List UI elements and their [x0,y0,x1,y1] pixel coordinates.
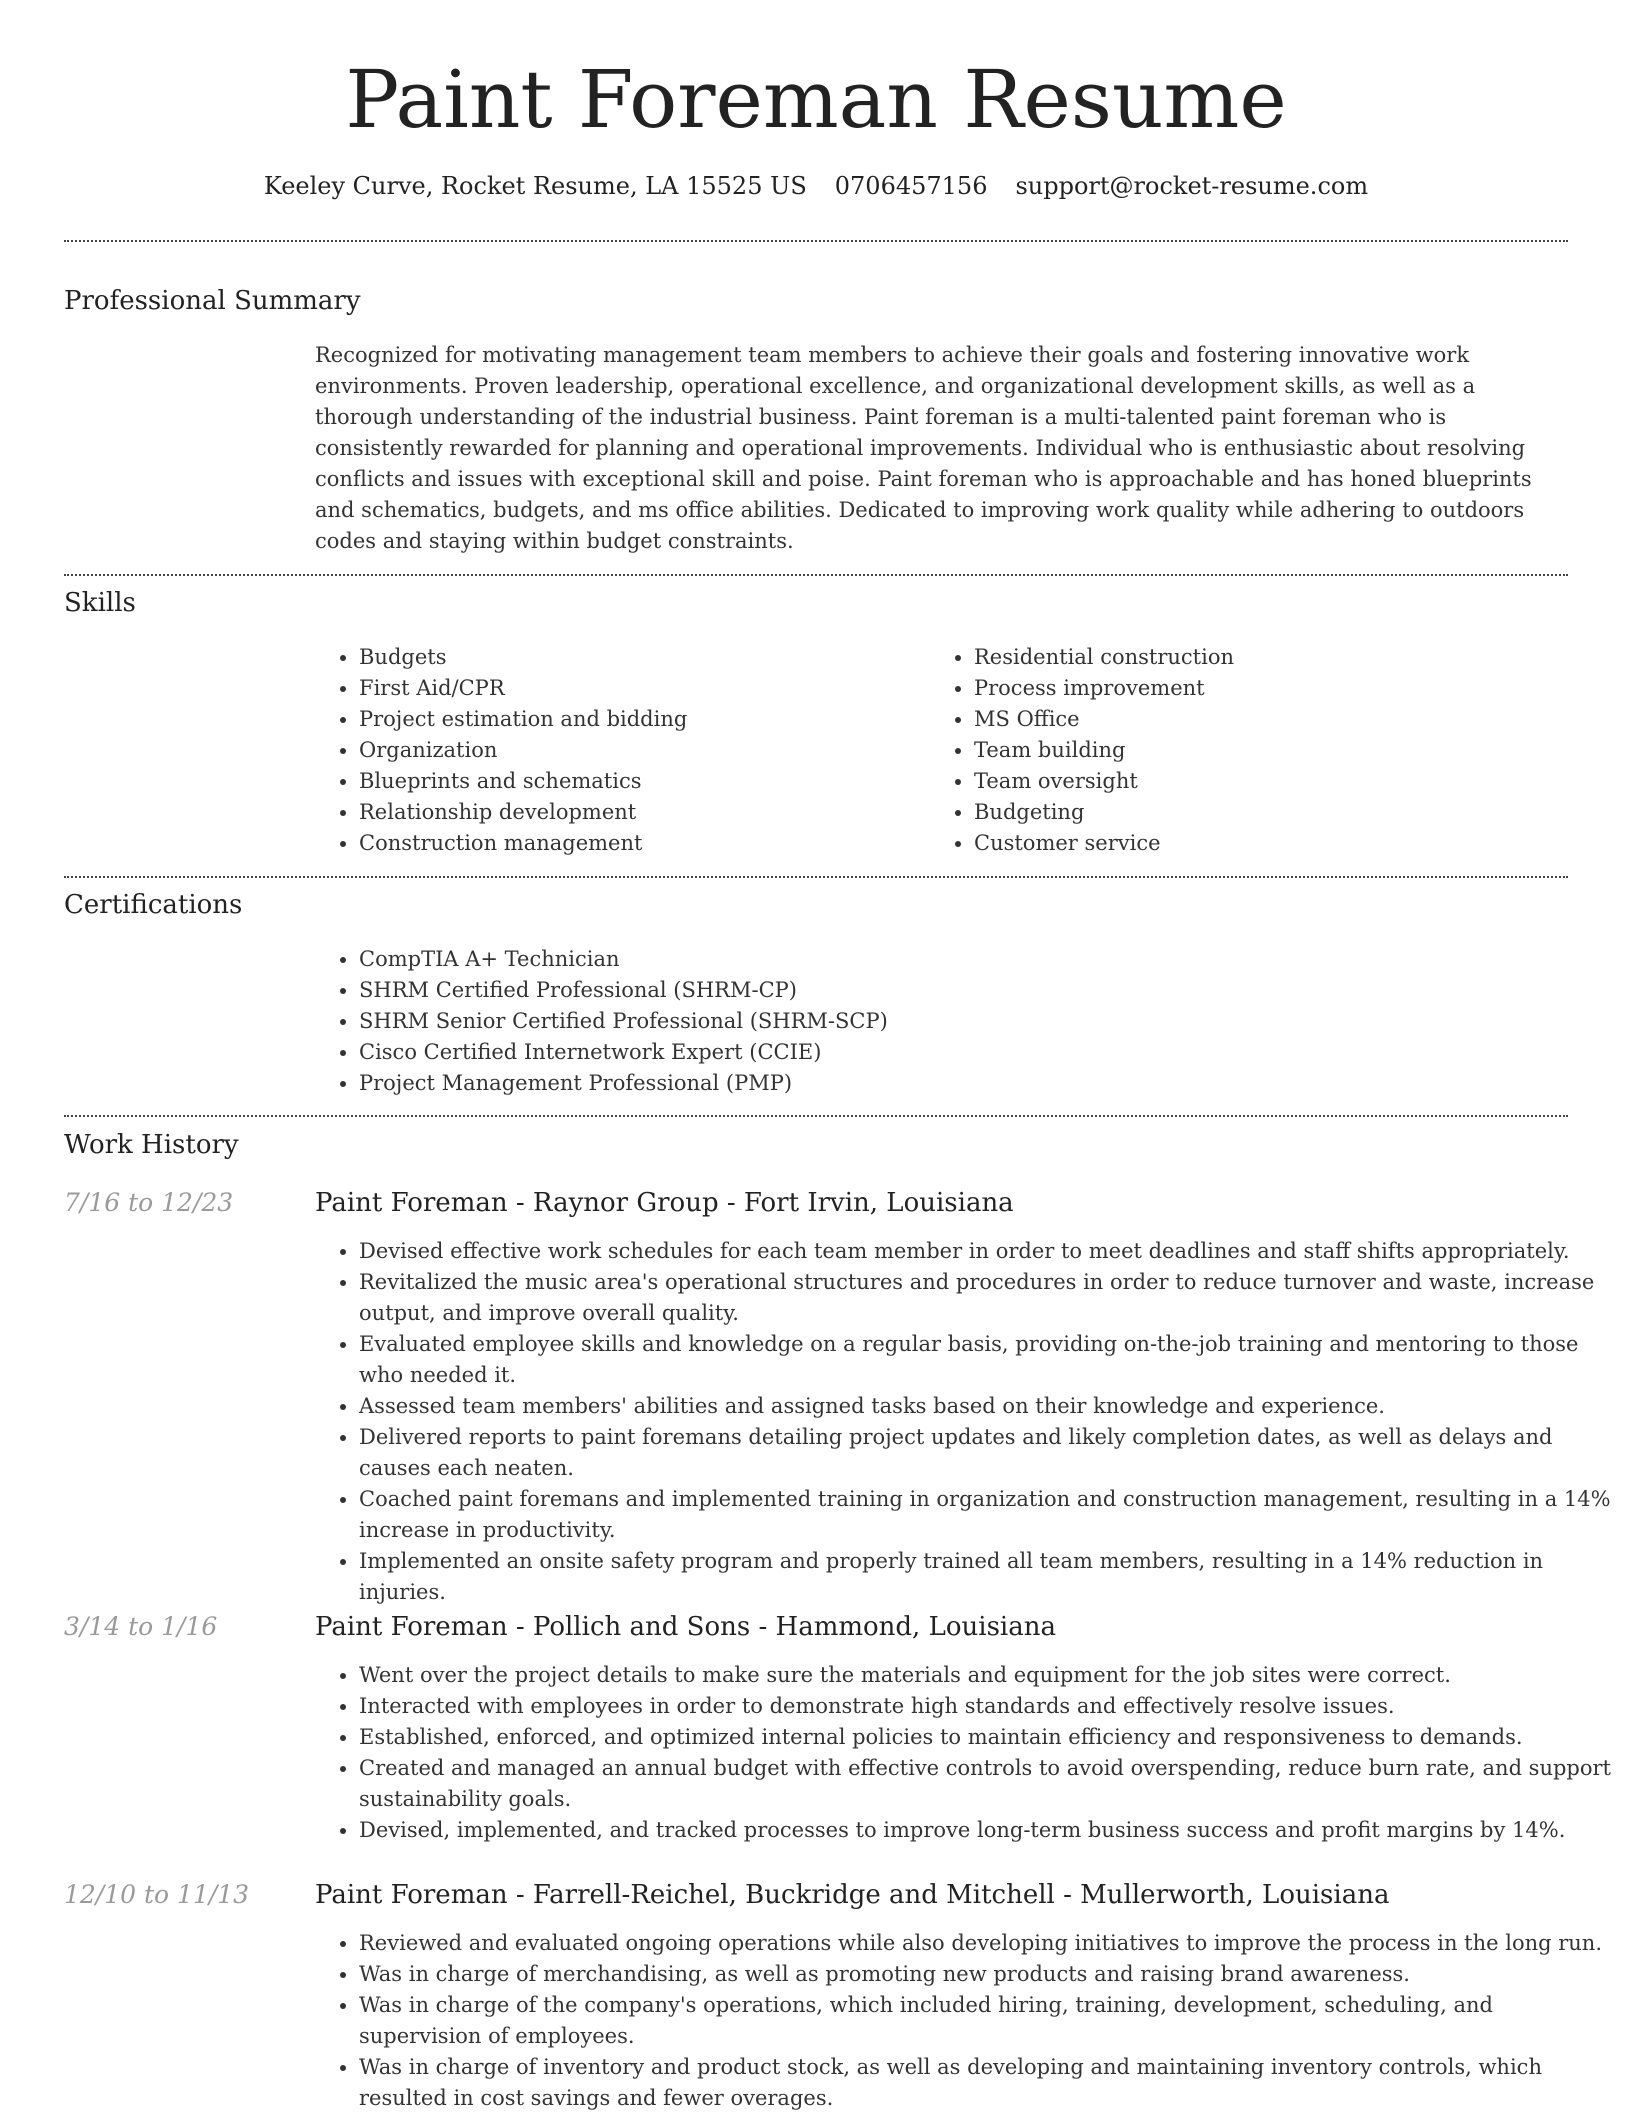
skill-item: • Budgets [359,642,919,673]
job-bullet: • Revitalized the music area's operational structures and procedures in order to reduce turnover and waste, increase output, and improve overall quality. [359,1267,1614,1329]
certification-item: • Cisco Certified Internetwork Expert (CCIE) [359,1037,1559,1068]
skill-item: • MS Office [974,704,1574,735]
job-bullets [315,1660,1614,1846]
certification-item: • SHRM Certified Professional (SHRM-CP) [359,975,1559,1006]
job-bullet: • Went over the project details to make sure the materials and equipment for the job sites were correct. [359,1660,1614,1691]
job-bullet: • Was in charge of inventory and product stock, as well as developing and maintaining inventory controls, which resulted in cost savings and fewer overages. [359,2052,1614,2114]
job-bullet: • Coached paint foremans and implemented training in organization and construction management, resulting in a 14% increase in productivity. [359,1484,1614,1546]
job-bullet: • Established, enforced, and optimized internal policies to maintain efficiency and responsiveness to demands. [359,1722,1614,1753]
job-title: Paint Foreman - Farrell-Reichel, Buckridge and Mitchell - Mullerworth, Louisiana [315,1880,1390,1910]
skill-item: • Team oversight [974,766,1574,797]
skill-item: • Organization [359,735,919,766]
divider [64,240,1568,242]
job-bullets [315,1236,1614,1608]
skill-item: • First Aid/CPR [359,673,919,704]
skills-list-right [930,642,1574,859]
page-title: Paint Foreman Resume [345,53,1287,146]
job-dates: 12/10 to 11/13 [64,1880,250,1909]
contact-line [0,170,1632,202]
skill-item: • Team building [974,735,1574,766]
job-bullet: • Delivered reports to paint foremans detailing project updates and likely completion dates, as well as delays and causes each neaten. [359,1422,1614,1484]
divider [64,876,1568,878]
skill-item: • Customer service [974,828,1574,859]
skill-item: • Construction management [359,828,919,859]
job-bullet: • Was in charge of merchandising, as well as promoting new products and raising brand awareness. [359,1959,1614,1990]
skill-item: • Blueprints and schematics [359,766,919,797]
contact-phone: 0706457156 [834,172,988,200]
work-history-heading: Work History [64,1130,239,1160]
certification-item: • SHRM Senior Certified Professional (SHRM-SCP) [359,1006,1559,1037]
job-bullet: • Implemented an onsite safety program and properly trained all team members, resulting in a 14% reduction in injuries. [359,1546,1614,1608]
skill-item: • Project estimation and bidding [359,704,919,735]
job-bullet: • Evaluated employee skills and knowledge on a regular basis, providing on-the-job training and mentoring to those who needed it. [359,1329,1614,1391]
skill-item: • Budgeting [974,797,1574,828]
contact-email: support@rocket-resume.com [1015,172,1369,200]
skill-item: • Process improvement [974,673,1574,704]
job-bullet: • Interacted with employees in order to demonstrate high standards and effectively resolve issues. [359,1691,1614,1722]
divider [64,1115,1568,1117]
job-bullet: • Reviewed and evaluated ongoing operations while also developing initiatives to improve the process in the long run. [359,1928,1614,1959]
job-title: Paint Foreman - Pollich and Sons - Hammond, Louisiana [315,1612,1056,1642]
divider [64,574,1568,576]
certification-item: • Project Management Professional (PMP) [359,1068,1559,1099]
summary-text: Recognized for motivating management team members to achieve their goals and fostering innovative work environments. Proven leadership, operational excellence, and organizational development skills, as well as a thorough understanding of the industrial business. Paint foreman is a multi-talented paint foreman who is consistently rewarded for planning and operational improvements. Individual who is enthusiastic about resolving conflicts and issues with exceptional skill and poise. Paint foreman who is approachable and has honed blueprints and schematics, budgets, and ms office abilities. Dedicated to improving work quality while adhering to outdoors codes and staying within budget constraints. [315,343,1532,553]
job-bullet: • Assessed team members' abilities and assigned tasks based on their knowledge and experience. [359,1391,1614,1422]
job-bullet: • Devised, implemented, and tracked processes to improve long-term business success and profit margins by 14%. [359,1815,1614,1846]
job-bullet: • Devised effective work schedules for each team member in order to meet deadlines and staff shifts appropriately. [359,1236,1614,1267]
job-title: Paint Foreman - Raynor Group - Fort Irvin, Louisiana [315,1188,1014,1218]
job-dates: 3/14 to 1/16 [64,1612,218,1641]
skill-item: • Residential construction [974,642,1574,673]
job-bullet: • Was in charge of the company's operations, which included hiring, training, development, scheduling, and supervision of employees. [359,1990,1614,2052]
contact-address: Keeley Curve, Rocket Resume, LA 15525 US [263,172,807,200]
job-bullet: • Created and managed an annual budget with effective controls to avoid overspending, reduce burn rate, and support sustainability goals. [359,1753,1614,1815]
summary-heading: Professional Summary [64,286,361,316]
certification-item: • CompTIA A+ Technician [359,944,1559,975]
certifications-heading: Certifications [64,890,243,920]
skills-heading: Skills [64,588,136,618]
skills-list-left [315,642,919,859]
skill-item: • Relationship development [359,797,919,828]
job-dates: 7/16 to 12/23 [64,1188,234,1217]
job-bullets [315,1928,1614,2114]
certifications-list [315,944,1559,1099]
